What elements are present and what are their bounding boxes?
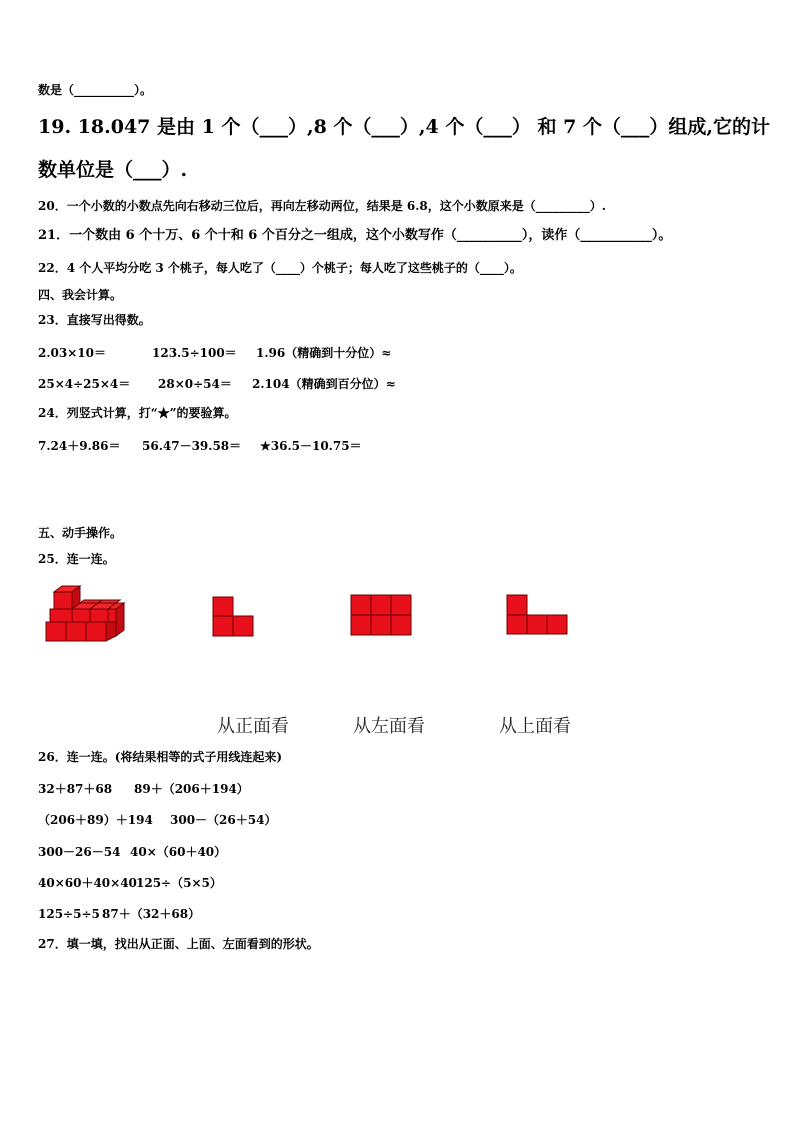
q26-left-expr: 40×60＋40×40	[38, 876, 137, 890]
q23-item: 2.03×10＝	[38, 346, 106, 360]
q24-title: 24．列竖式计算，打“★”的要验算。	[38, 406, 237, 420]
q23-item: 123.5÷100＝	[152, 346, 237, 360]
q23-item: 28×0÷54＝	[158, 377, 232, 391]
q22: 22．4 个人平均分吃 3 个桃子，每人吃了（____）个桃子；每人吃了这些桃子的（____）。	[38, 261, 522, 275]
q23-item: 1.96（精确到十分位）≈	[256, 346, 392, 360]
q26-left-expr: 125÷5÷5	[38, 907, 100, 921]
q26-row	[38, 811, 276, 828]
q26-right-expr: 300－（26＋54）	[170, 813, 277, 827]
q26-row	[38, 874, 222, 891]
q26-right-expr: 87＋（32＋68）	[102, 907, 201, 921]
q21: 21．一个数由 6 个十万、6 个十和 6 个百分之一组成，这个小数写作（__________），读作（___________）。	[38, 228, 672, 243]
top-view-shape	[506, 594, 570, 638]
q24-item: ★36.5－10.75＝	[260, 439, 362, 453]
q24-item: 56.47－39.58＝	[142, 439, 242, 453]
label-top-view: 从上面看	[499, 716, 571, 737]
q24-row	[38, 437, 362, 454]
q23-title: 23．直接写出得数。	[38, 313, 151, 327]
q23-item: 2.104（精确到百分位）≈	[252, 377, 396, 391]
label-left-view: 从左面看	[353, 716, 425, 737]
label-front-view: 从正面看	[217, 716, 289, 737]
q26-left-expr: 32＋87＋68	[38, 782, 113, 796]
q19-line1: 19. 18.047 是由 1 个（___）,8 个（___）,4 个（___） 和 7 个（___）组成,它的计	[38, 116, 771, 138]
q26-row	[38, 780, 249, 797]
left-view-shape	[350, 594, 414, 638]
q19-line2: 数单位是（___）.	[38, 159, 188, 181]
front-view-shape	[212, 596, 256, 638]
q23-row-2	[38, 375, 396, 392]
q20: 20．一个小数的小数点先向右移动三位后，再向左移动两位，结果是 6.8，这个小数原来是（_________）.	[38, 199, 606, 213]
q26-row	[38, 843, 226, 860]
q23-item: 25×4÷25×4＝	[38, 377, 131, 391]
q26-row	[38, 905, 200, 922]
q26-right-expr: 125÷（5×5）	[136, 876, 222, 890]
q26-right-expr: 89＋（206＋194）	[134, 782, 249, 796]
section-5-heading: 五、动手操作。	[38, 526, 123, 540]
q26-right-expr: 40×（60＋40）	[130, 845, 227, 859]
q25-title: 25．连一连。	[38, 552, 115, 566]
q26-left-expr: 300－26－54	[38, 845, 121, 859]
cube-stack-3d-figure	[44, 584, 128, 646]
section-4-heading: 四、我会计算。	[38, 288, 123, 302]
q26-title: 26．连一连。(将结果相等的式子用线连起来)	[38, 750, 283, 764]
q24-item: 7.24＋9.86＝	[38, 439, 121, 453]
q26-left-expr: （206＋89）＋194	[38, 813, 153, 827]
q23-row-1	[38, 344, 391, 361]
q18-tail: 数是（__________）。	[38, 83, 153, 97]
q27: 27．填一填，找出从正面、上面、左面看到的形状。	[38, 937, 319, 951]
